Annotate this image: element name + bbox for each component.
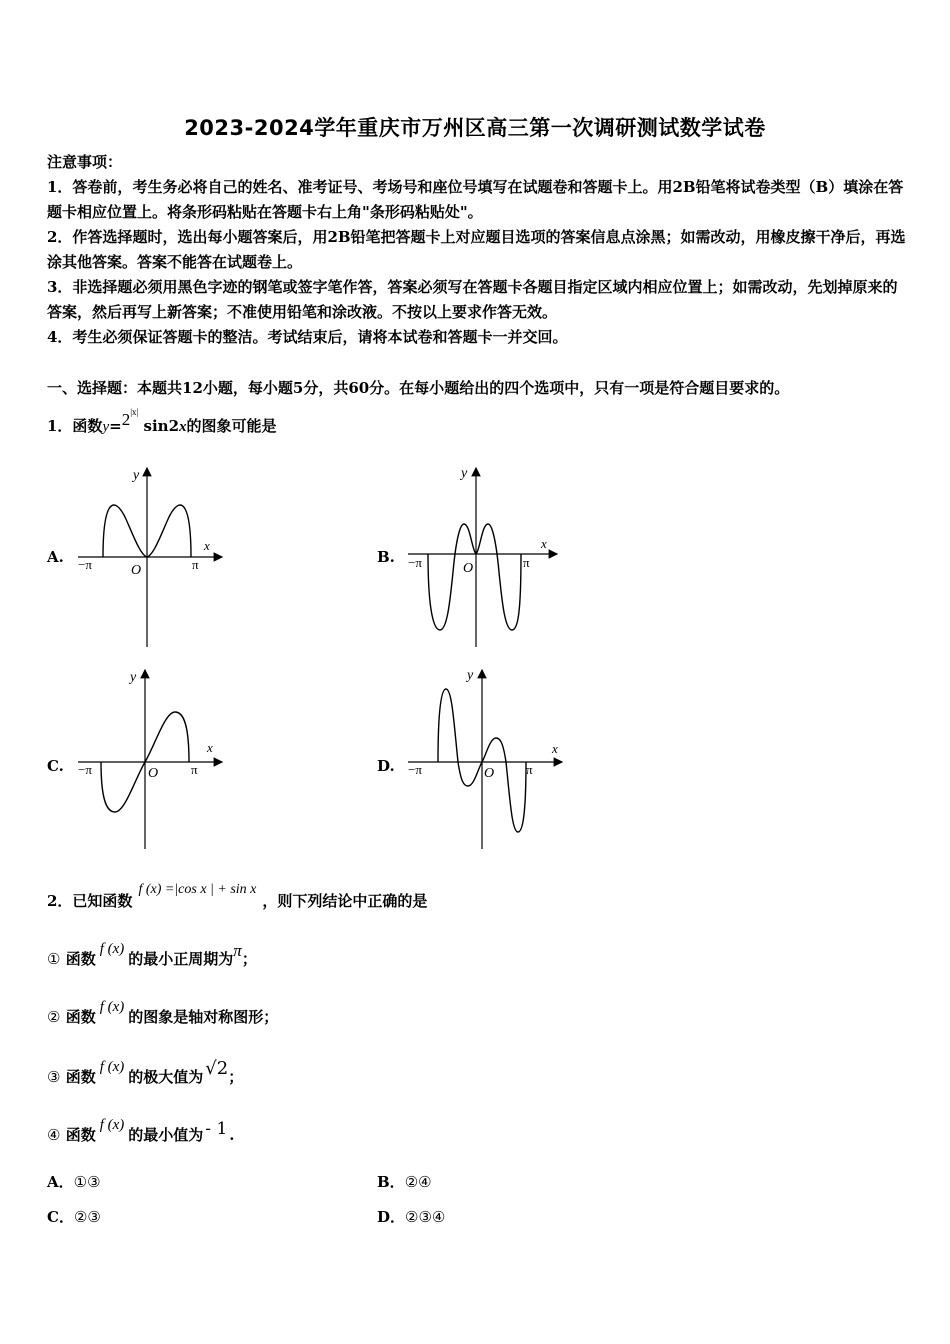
statement-4-post: 的最小值为 xyxy=(128,1126,204,1144)
statement-3-num: ③ xyxy=(47,1068,61,1086)
graph-option-a xyxy=(70,462,230,652)
origin-label: O xyxy=(148,766,159,781)
notice-item-2: 2．作答选择题时，选出每小题答案后，用2B铅笔把答题卡上对应题目选项的答案信息点涂黑；如需改动，用橡皮擦干净后，再选涂其他答案。答案不能答在试题卷上。 xyxy=(47,228,906,271)
q1-option-d-label[interactable]: D. xyxy=(377,757,395,775)
q2-option-d-value: ②③④ xyxy=(405,1208,446,1226)
q1-func: sin2 xyxy=(143,417,180,435)
statement-1-pre: 函数 xyxy=(65,950,96,968)
q2-option-c-label: C． xyxy=(47,1208,74,1226)
statement-2-num: ② xyxy=(47,1008,61,1026)
y-label: y xyxy=(467,668,474,683)
graph-option-d xyxy=(400,664,570,854)
statement-1-post: 的最小正周期为 xyxy=(128,950,234,968)
q2-prefix: 2．已知函数 xyxy=(47,892,133,910)
q1-option-c-label[interactable]: C. xyxy=(47,757,64,775)
notice-item-1: 1．答卷前，考生务必将自己的姓名、准考证号、考场号和座位号填写在试题卷和答题卡上。用2B铅笔将试卷类型（B）填涂在答题卡相应位置上。将条形码粘贴在答题卡右上角"条形码粘贴处"。 xyxy=(47,178,904,221)
statement-4-val: - 1 xyxy=(205,1119,228,1139)
q2-option-c[interactable] xyxy=(47,1206,101,1227)
x-label: x xyxy=(552,741,558,756)
statement-2-f: f (x) xyxy=(99,999,125,1015)
y-label: y xyxy=(133,468,140,483)
q2-option-c-value: ②③ xyxy=(73,1208,101,1226)
q2-option-a[interactable] xyxy=(47,1171,101,1192)
q1-option-a-label[interactable]: A. xyxy=(47,548,64,566)
q1-exp: |x| xyxy=(130,407,139,417)
statement-3-post: 的极大值为 xyxy=(128,1068,204,1086)
origin-label: O xyxy=(463,561,474,576)
notice-item-3: 3．非选择题必须用黑色字迹的钢笔或签字笔作答，答案必须写在答题卡各题目指定区域内相应位置上；如需改动，先划掉原来的答案，然后再写上新答案；不准使用铅笔和涂改液。不按以上要求作答无效。 xyxy=(47,278,898,321)
pi-label: π xyxy=(526,762,533,777)
statement-1-val: π xyxy=(233,941,242,960)
q2-option-b-label: B． xyxy=(377,1173,405,1191)
statement-1-end: ； xyxy=(241,950,257,968)
statement-2-post: 的图象是轴对称图形； xyxy=(128,1008,279,1026)
statement-1-num: ① xyxy=(47,950,61,968)
q2-option-d-label: D． xyxy=(377,1208,406,1226)
pi-label: π xyxy=(523,555,530,570)
q2-option-a-value: ①③ xyxy=(73,1173,101,1191)
statement-4-pre: 函数 xyxy=(65,1126,96,1144)
statement-3-val: √2 xyxy=(205,1058,229,1079)
x-label: x xyxy=(207,740,213,755)
y-label: y xyxy=(130,670,137,685)
q2-suffix: ，则下列结论中正确的是 xyxy=(262,892,428,910)
statement-1 xyxy=(47,941,907,973)
q1-prefix: 1．函数 xyxy=(47,417,103,435)
q1-y: y xyxy=(102,419,110,435)
question-1-stem xyxy=(47,407,907,441)
q2-formula: f (x) =|cos x | + sin x xyxy=(138,882,257,897)
statement-4-f: f (x) xyxy=(99,1117,125,1133)
statement-4-end: . xyxy=(229,1126,235,1144)
q1-option-b-label[interactable]: B. xyxy=(377,548,395,566)
neg-pi-label: −π xyxy=(408,555,422,570)
q1-suffix: 的图象可能是 xyxy=(186,417,277,435)
q1-base: 2 xyxy=(121,410,131,429)
statement-3-end: ； xyxy=(228,1068,244,1086)
statement-3 xyxy=(47,1058,907,1091)
statement-3-pre: 函数 xyxy=(65,1068,96,1086)
neg-pi-label: −π xyxy=(408,762,422,777)
page-title: 2023-2024学年重庆市万州区高三第一次调研测试数学试卷 xyxy=(184,116,766,140)
notice-item-4: 4．考生必须保证答题卡的整洁。考试结束后，请将本试卷和答题卡一并交回。 xyxy=(47,328,568,346)
statement-1-f: f (x) xyxy=(99,941,125,957)
q2-option-b[interactable] xyxy=(377,1171,432,1192)
question-2-stem xyxy=(47,882,907,915)
curve xyxy=(428,524,521,630)
q1-x: x xyxy=(179,419,187,435)
origin-label: O xyxy=(484,766,495,781)
q2-option-a-label: A． xyxy=(47,1173,74,1191)
graph-option-c xyxy=(70,664,230,854)
y-label: y xyxy=(461,466,468,481)
q1-eq: = xyxy=(109,417,122,435)
notice-heading: 注意事项： xyxy=(47,153,123,171)
q2-option-d[interactable] xyxy=(377,1206,445,1227)
statement-4 xyxy=(47,1117,907,1149)
statement-4-num: ④ xyxy=(47,1126,61,1144)
statement-2 xyxy=(47,999,907,1031)
statement-3-f: f (x) xyxy=(99,1059,125,1075)
graph-option-b xyxy=(400,462,565,652)
pi-label: π xyxy=(192,557,199,572)
neg-pi-label: −π xyxy=(78,762,92,777)
x-label: x xyxy=(541,536,547,551)
statement-2-pre: 函数 xyxy=(65,1008,96,1026)
origin-label: O xyxy=(131,563,142,578)
q2-option-b-value: ②④ xyxy=(404,1173,432,1191)
neg-pi-label: −π xyxy=(78,557,92,572)
x-label: x xyxy=(204,538,210,553)
section-heading: 一、选择题：本题共12小题，每小题5分，共60分。在每小题给出的四个选项中，只有一项是符合题目要求的。 xyxy=(47,379,790,397)
pi-label: π xyxy=(191,762,198,777)
